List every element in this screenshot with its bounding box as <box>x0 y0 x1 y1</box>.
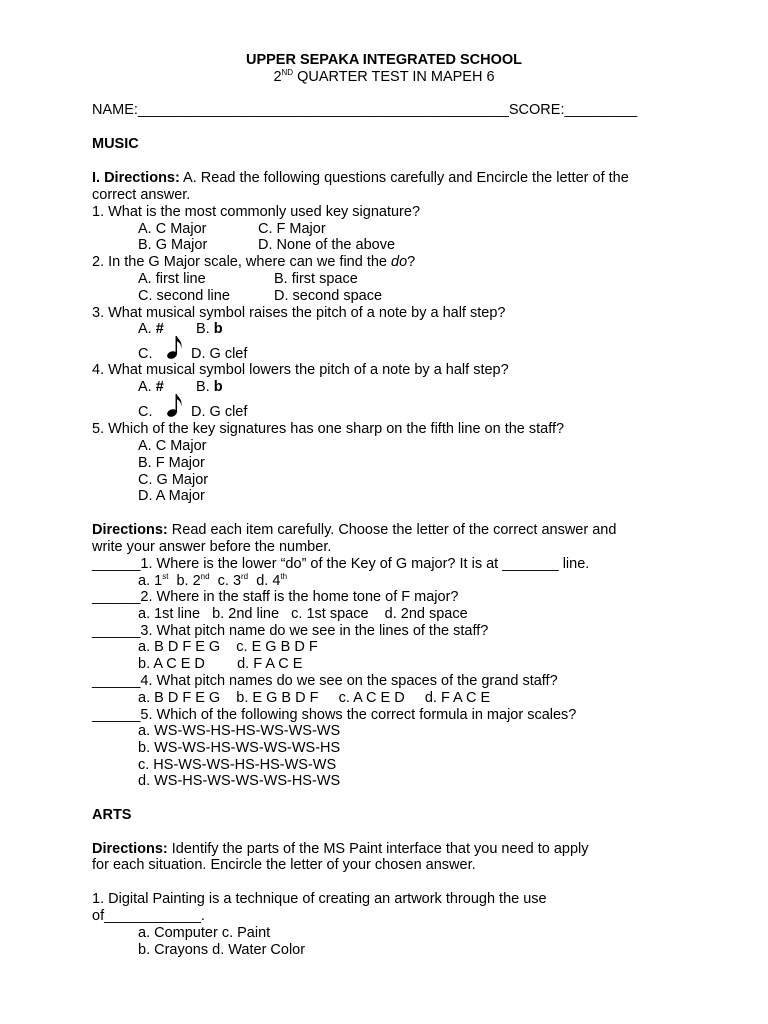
q1-option-b: B. G Major <box>138 237 208 253</box>
directions-1-cont: correct answer. <box>92 187 191 203</box>
arts-heading: ARTS <box>92 807 132 823</box>
arts-directions-cont: for each situation. Encircle the letter of your chosen answer. <box>92 857 476 873</box>
test-number: 2 <box>273 69 282 85</box>
q5-option-c: C. G Major <box>138 472 209 488</box>
q2-text: 2. In the G Major scale, where can we find the <box>92 254 392 270</box>
directions-1 <box>92 170 629 187</box>
part2-question-4: ______4. What pitch names do we see on the spaces of the grand staff? <box>92 673 558 689</box>
flat-symbol: b <box>213 379 223 395</box>
p1-option-c: c. 3 <box>209 573 242 589</box>
sharp-symbol: # <box>155 321 164 337</box>
p1-option-b: b. 2 <box>168 573 201 589</box>
music-heading: MUSIC <box>92 136 139 152</box>
test-title-rest: QUARTER TEST IN MAPEH 6 <box>293 69 495 85</box>
question-4: 4. What musical symbol lowers the pitch of a note by a half step? <box>92 362 509 378</box>
q3-option-a-letter: A. <box>138 321 156 337</box>
q2-option-c: C. second line <box>138 288 230 304</box>
arts-directions <box>92 841 589 858</box>
arts-q1-options-ac: a. Computer c. Paint <box>138 925 271 941</box>
test-title <box>0 69 768 86</box>
q4-option-b <box>196 379 223 396</box>
p1-option-b-suffix: nd <box>200 572 210 581</box>
directions-1-text: A. Read the following questions carefully and Encircle the letter of the <box>179 170 629 186</box>
part2-question-1: ______1. Where is the lower “do” of the Key of G major? It is at _______ line. <box>92 556 590 572</box>
arts-directions-text: Identify the parts of the MS Paint interface that you need to apply <box>167 841 589 857</box>
p2-options: a. 1st line b. 2nd line c. 1st space d. 2nd space <box>138 606 468 622</box>
p1-option-d-suffix: th <box>280 572 288 581</box>
q3-option-c <box>138 346 153 363</box>
part2-question-2: ______2. Where in the staff is the home tone of F major? <box>92 589 459 605</box>
arts-question-1: 1. Digital Painting is a technique of creating an artwork through the use <box>92 891 547 907</box>
q4-option-c <box>138 404 153 421</box>
part2-question-3: ______3. What pitch name do we see in the lines of the staff? <box>92 623 489 639</box>
p3-options-2: b. A C E D d. F A C E <box>138 656 303 672</box>
sharp-symbol: # <box>155 379 164 395</box>
school-name: UPPER SEPAKA INTEGRATED SCHOOL <box>245 52 523 68</box>
q2-option-d: D. second space <box>274 288 383 304</box>
name-score-line: NAME:______________________________________________SCORE:_________ <box>92 102 638 118</box>
q4-option-d: D. G clef <box>191 404 248 420</box>
directions-2-label: Directions: <box>92 522 168 538</box>
q4-option-c-letter: C. <box>138 404 153 420</box>
q1-option-c: C. F Major <box>258 221 326 237</box>
eighth-note-icon <box>166 334 184 360</box>
test-number-suffix: ND <box>281 68 294 77</box>
q2-text-end: ? <box>407 254 416 270</box>
p1-options <box>138 573 287 590</box>
p1-option-c-suffix: rd <box>241 572 249 581</box>
q3-option-d: D. G clef <box>191 346 248 362</box>
question-3: 3. What musical symbol raises the pitch of a note by a half step? <box>92 305 506 321</box>
q3-option-b-letter: B. <box>196 321 214 337</box>
directions-2-text: Read each item carefully. Choose the letter of the correct answer and <box>167 522 617 538</box>
p5-option-b: b. WS-WS-HS-WS-WS-WS-HS <box>138 740 341 756</box>
q4-option-a-letter: A. <box>138 379 156 395</box>
q5-option-b: B. F Major <box>138 455 205 471</box>
q4-option-a <box>138 379 164 396</box>
q3-option-b <box>196 321 223 338</box>
question-5: 5. Which of the key signatures has one sharp on the fifth line on the staff? <box>92 421 565 437</box>
q4-option-b-letter: B. <box>196 379 214 395</box>
p1-option-a: a. 1 <box>138 573 163 589</box>
part2-question-5: ______5. Which of the following shows the correct formula in major scales? <box>92 707 577 723</box>
p5-option-a: a. WS-WS-HS-HS-WS-WS-WS <box>138 723 341 739</box>
q5-option-d: D. A Major <box>138 488 205 504</box>
q3-option-c-letter: C. <box>138 346 153 362</box>
p1-option-a-suffix: st <box>162 572 169 581</box>
flat-symbol: b <box>213 321 223 337</box>
directions-2-cont: write your answer before the number. <box>92 539 332 555</box>
p3-options-1: a. B D F E G c. E G B D F <box>138 639 318 655</box>
question-1: 1. What is the most commonly used key signature? <box>92 204 421 220</box>
directions-2 <box>92 522 616 539</box>
p5-option-d: d. WS-HS-WS-WS-WS-HS-WS <box>138 773 341 789</box>
q1-option-d: D. None of the above <box>258 237 396 253</box>
question-2 <box>92 254 415 271</box>
q2-option-a: A. first line <box>138 271 206 287</box>
p5-option-c: c. HS-WS-WS-HS-HS-WS-WS <box>138 757 337 773</box>
directions-1-label: I. Directions: <box>92 170 180 186</box>
q2-option-b: B. first space <box>274 271 358 287</box>
arts-question-1-cont: of____________. <box>92 908 205 924</box>
q5-option-a: A. C Major <box>138 438 207 454</box>
q2-text-emphasis: do <box>391 254 408 270</box>
q1-option-a: A. C Major <box>138 221 207 237</box>
arts-q1-options-bd: b. Crayons d. Water Color <box>138 942 306 958</box>
p4-options: a. B D F E G b. E G B D F c. A C E D d. F A C E <box>138 690 491 706</box>
arts-directions-label: Directions: <box>92 841 168 857</box>
q3-option-a <box>138 321 164 338</box>
p1-option-d: d. 4 <box>248 573 281 589</box>
eighth-note-icon <box>166 392 184 418</box>
